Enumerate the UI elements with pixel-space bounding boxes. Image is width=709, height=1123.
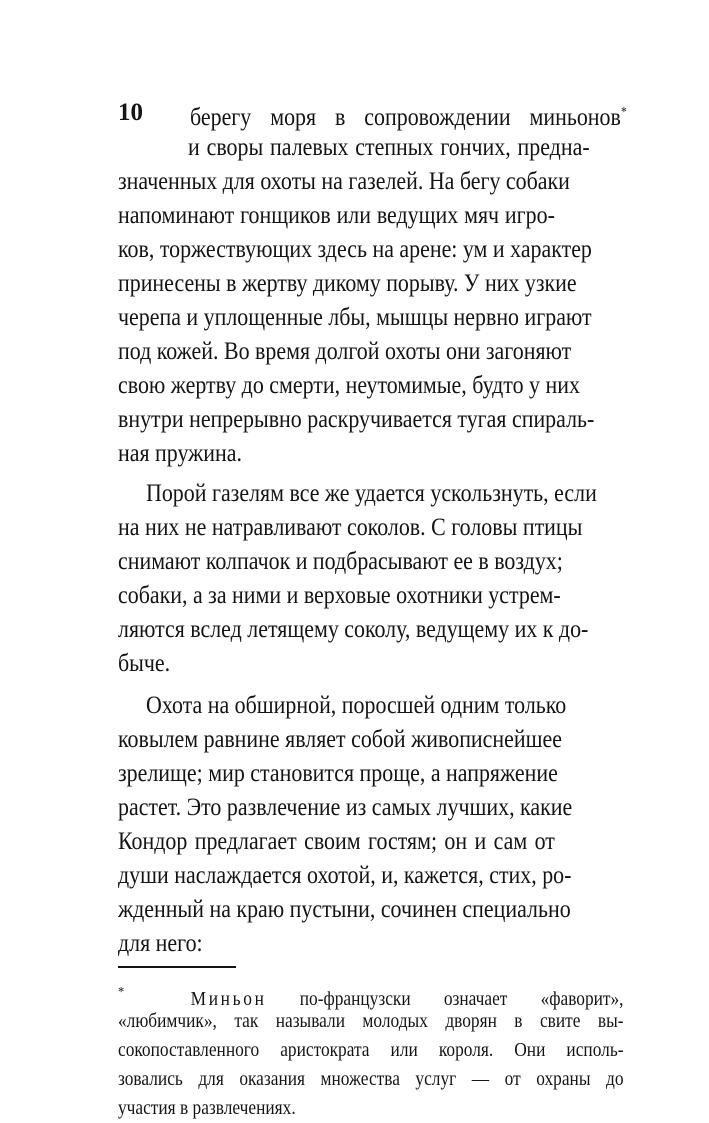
footnote-term: Миньон: [190, 989, 267, 1010]
text-line: напоминают гонщиков или ведущих мяч игро-: [118, 200, 555, 229]
text-line: [190, 96, 627, 130]
page-number: 10: [118, 99, 143, 126]
footnote-text: по-французски означает «фаворит»,: [299, 989, 624, 1010]
text-line: на них не натравливают соколов. С головы птицы: [118, 512, 583, 541]
text-line: снимают колпачок и подбрасывают ее в воздух;: [118, 546, 563, 575]
footnote-line: [118, 978, 624, 1010]
text-line: черепа и уплощенные лбы, мышцы нервно играют: [118, 302, 592, 331]
text-line: быче.: [118, 648, 171, 677]
text-line: ная пружина.: [118, 438, 242, 467]
text-line: души наслаждается охотой, и, кажется, стих, ро-: [118, 860, 572, 889]
footnote-line: «любимчик», так называли молодых дворян в свите вы-: [118, 1011, 624, 1032]
footnote-line: участия в развлечениях.: [118, 1098, 296, 1119]
text-line: собаки, а за ними и верховые охотники устрем-: [118, 580, 561, 609]
footnote-marker: *: [620, 105, 627, 120]
text-line: жденный на краю пустыни, сочинен специально: [118, 894, 571, 923]
footnote-marker: *: [118, 985, 125, 1000]
text-line: зрелище; мир становится проще, а напряжение: [118, 758, 558, 787]
text-line: ковылем равнине являет собой живописнейшее: [118, 724, 562, 753]
text-line: и своры палевых степных гончих, предна-: [188, 132, 590, 161]
text-line: ляются вслед летящему соколу, ведущему их к до-: [118, 614, 589, 643]
text-line: Кондор предлагает своим гостям; он и сам от: [118, 826, 555, 855]
footnote-line: сокопоставленного аристократа или короля. Они исполь-: [118, 1040, 624, 1061]
paragraph-first-line: Порой газелям все же удается ускользнуть, если: [146, 478, 597, 507]
footnote-line: зовались для оказания множества услуг — от охраны до: [118, 1069, 624, 1090]
text-line: внутри непрерывно раскручивается тугая спираль-: [118, 404, 595, 433]
text-line: под кожей. Во время долгой охоты они загоняют: [118, 336, 572, 365]
text-line: для него:: [118, 928, 203, 957]
text-line-content: берегу моря в сопровождении миньонов: [190, 102, 621, 131]
paragraph-first-line: Охота на обширной, поросшей одним только: [146, 690, 567, 719]
footnote-divider: [118, 966, 236, 968]
text-line: растет. Это развлечение из самых лучших, какие: [118, 792, 573, 821]
text-line: значенных для охоты на газелей. На бегу собаки: [118, 166, 570, 195]
text-line: свою жертву до смерти, неутомимые, будто у них: [118, 370, 580, 399]
text-line: принесены в жертву дикому порыву. У них узкие: [118, 268, 577, 297]
text-line: ков, торжествующих здесь на арене: ум и характер: [118, 234, 592, 263]
